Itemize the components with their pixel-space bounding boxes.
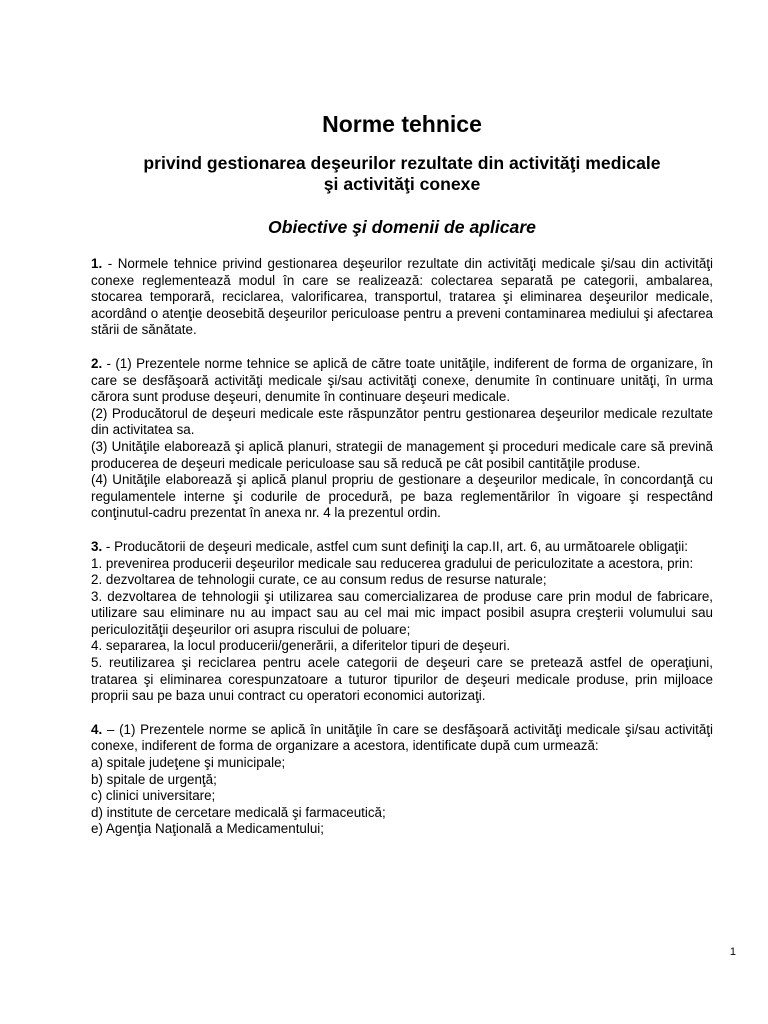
list-item: e) Agenţia Naţională a Medicamentului; [91, 821, 324, 837]
document-body [91, 256, 713, 838]
paragraph-line: 3. dezvoltarea de tehnologii şi utilizarea sau comercializarea de produse care prin modul de fabricare, utilizare sau eliminare nu au impact sau au cel mai mic impact posibil asupra creşterii volumului sau periculozităţii deşeurilor ori asupra riscului de poluare; [91, 588, 713, 637]
paragraph-number: 1. [91, 256, 103, 271]
paragraph-2 [91, 356, 713, 406]
paragraph-line: (3) Unităţile elaborează şi aplică planuri, strategii de management şi proceduri medicale care să prevină producerea de deşeuri medicale periculoase sau să reducă pe cât posibil cantităţile produse. [91, 438, 713, 471]
paragraph-number: 4. [91, 721, 103, 737]
paragraph-line: 4. separarea, la locul producerii/generării, a diferitelor tipuri de deşeuri. [91, 638, 511, 654]
paragraph-line: 5. reutilizarea şi reciclarea pentru acele categorii de deşeuri care se pretează astfel de operaţiuni, tratarea şi eliminarea corespunzatoare a tuturor tipurilor de deşeuri medicale produse, prin mijloace proprii sau pe baza unui contract cu operatori economici autorizaţi. [91, 655, 713, 704]
paragraph-line: (2) Producătorul de deşeuri medicale este răspunzător pentru gestionarea deşeurilor medicale rezultate din activitatea sa. [91, 405, 713, 438]
document-title: Norme tehnice [322, 111, 482, 137]
paragraph-1 [91, 256, 713, 339]
paragraph-line: (4) Unităţile elaborează şi aplică planul propriu de gestionare a deşeurilor medicale, în concordanţă cu regulamentele interne şi codurile de procedură, pe baza reglementărilor în vigoare şi respectând conţinutul-cadru prezentat în anexa nr. 4 la prezentul ordin. [91, 472, 713, 521]
paragraph-text: - Normele tehnice privind gestionarea deşeurilor rezultate din activităţi medicale şi/sau din activităţi conexe reglementează modul în care se realizează: colectarea separată pe categorii, ambalarea, stocarea temporară, reciclarea, valorificarea, transportul, tratarea şi eliminarea deşeurilor medicale, acordând o atenţie deosebită deşeurilor periculoase pentru a preveni contaminarea mediului şi afectarea stării de sănătate. [91, 256, 713, 338]
paragraph-line: 2. dezvoltarea de tehnologii curate, ce au consum redus de resurse naturale; [91, 572, 547, 588]
document-subtitle [91, 153, 713, 195]
paragraph-3 [91, 539, 713, 556]
list-item: c) clinici universitare; [91, 788, 216, 804]
paragraph-line: 1. prevenirea producerii deşeurilor medicale sau reducerea gradului de periculozitate a acestora, prin: [91, 555, 694, 571]
paragraph-number: 2. [91, 355, 103, 371]
page-number: 1 [729, 946, 736, 958]
list-item: d) institute de cercetare medicală şi farmaceutică; [91, 804, 386, 820]
paragraph-number: 3. [91, 538, 103, 554]
subtitle-line-2: şi activităţi conexe [323, 174, 481, 194]
paragraph-text: - (1) Prezentele norme tehnice se aplică de către toate unităţile, indiferent de forma de organizare, în care se desfăşoară activităţi medicale şi/sau activităţi conexe, denumite în continuare unităţi, în urma cărora sunt produse deşeuri, denumite în continuare deşeuri medicale. [91, 355, 713, 405]
paragraph-text: – (1) Prezentele norme se aplică în unităţile în care se desfăşoară activităţi medicale şi/sau activităţi conexe, indiferent de forma de organizare a acestora, identificate după cum urmează: [91, 721, 713, 754]
subtitle-line-1: privind gestionarea deşeurilor rezultate din activităţi medicale [143, 153, 661, 173]
paragraph-text: - Producătorii de deşeuri medicale, astfel cum sunt definiţi la cap.II, art. 6, au următoarele obligaţii: [102, 538, 688, 554]
section-title: Obiective şi domenii de aplicare [268, 217, 536, 237]
list-item: b) spitale de urgenţă; [91, 771, 217, 787]
paragraph-4 [91, 722, 713, 755]
list-item: a) spitale judeţene şi municipale; [91, 755, 286, 771]
